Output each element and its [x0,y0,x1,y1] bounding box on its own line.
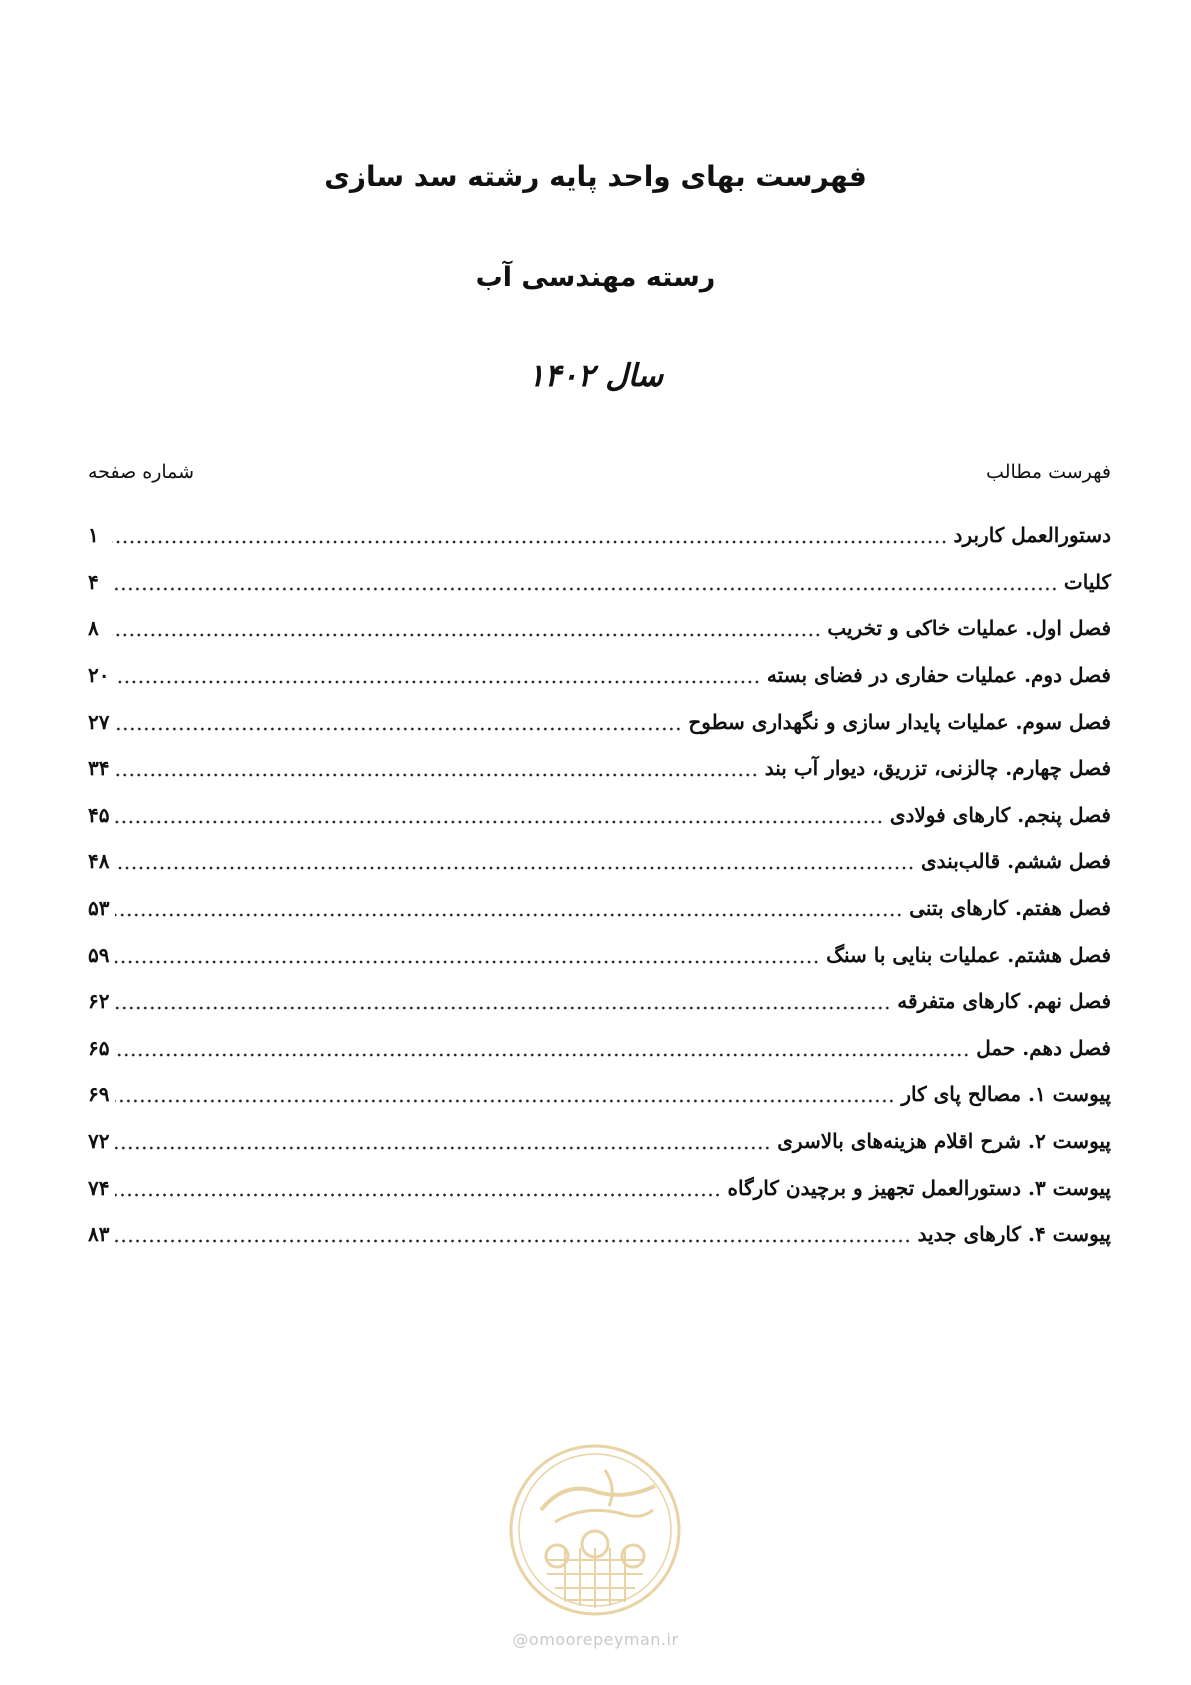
toc-entry[interactable] [88,1071,1111,1118]
toc-page-heading: شماره صفحه [88,461,195,483]
toc-leader-dots [115,1193,721,1197]
watermark-site: @omoorepeyman.ir [512,1630,679,1649]
toc-entry-title: فصل هفتم. کارهای بتنی [909,896,1111,921]
toc-entry-title: فصل نهم. کارهای متفرقه [897,989,1111,1014]
toc-entry-title: فصل سوم. عملیات پایدار سازی و نگهداری سطوح [688,709,1111,734]
toc-entry-title: دستورالعمل کاربرد [953,523,1111,548]
toc-leader-dots [115,1053,970,1057]
toc-entry-title: فصل پنجم. کارهای فولادی [889,802,1111,827]
toc-entry-page: ۱ [88,523,99,548]
toc-entry-page: ۳۴ [88,756,110,781]
document-year: سال ۱۴۰۲ [527,358,664,394]
toc-entry-page: ۶۲ [88,989,110,1014]
toc-leader-dots [115,1239,911,1243]
toc-entry[interactable] [88,792,1111,839]
toc-entry[interactable] [88,559,1111,606]
toc-entry[interactable] [88,1211,1111,1258]
toc-entry-page: ۲۷ [88,709,110,734]
toc-entry[interactable] [88,1118,1111,1165]
toc-header [88,457,1111,487]
toc-leader-dots [115,1006,891,1010]
toc-entry-page: ۲۰ [88,663,110,688]
toc-entry-page: ۶۹ [88,1082,110,1107]
toc-entry[interactable] [88,512,1111,559]
toc-entry[interactable] [88,1025,1111,1072]
toc-entry-page: ۴۵ [88,802,110,827]
toc-entry-title: فصل چهارم. چالزنی، تزریق، دیوار آب بند [764,756,1111,781]
toc-leader-dots [115,866,915,870]
toc-leader-dots [112,540,948,544]
toc-entry-page: ۵۹ [88,942,110,967]
toc-entry-page: ۴ [88,569,99,594]
toc-entry-page: ۵۳ [88,896,110,921]
toc-entry-page: ۸۳ [88,1222,110,1247]
toc-entry-title: فصل هشتم. عملیات بنایی با سنگ [826,942,1111,967]
toc-entry[interactable] [88,605,1111,652]
toc-entry[interactable] [88,1164,1111,1211]
document-title: فهرست بهای واحد پایه رشته سد سازی [324,160,867,193]
toc-entry[interactable] [88,885,1111,932]
toc-entry-title: پیوست ۳. دستورالعمل تجهیز و برچیدن کارگاه [727,1175,1111,1200]
document-subtitle: رسته مهندسی آب [475,262,716,293]
toc-leader-dots [115,960,820,964]
toc-entry-title: پیوست ۱. مصالح پای کار [901,1082,1111,1107]
toc-leader-dots [115,1099,895,1103]
toc-leader-dots [112,587,1058,591]
toc-entry[interactable] [88,745,1111,792]
toc-leader-dots [115,727,682,731]
toc-entry[interactable] [88,838,1111,885]
toc-leader-dots [115,820,883,824]
toc-entry[interactable] [88,931,1111,978]
toc-entry-page: ۷۲ [88,1129,110,1154]
toc-heading: فهرست مطالب [986,461,1111,483]
toc-entry[interactable] [88,978,1111,1025]
toc-entry-title: پیوست ۴. کارهای جدید [917,1222,1111,1247]
toc-entry-title: فصل اول. عملیات خاکی و تخریب [827,616,1111,641]
toc-entry[interactable] [88,652,1111,699]
toc-entry-title: فصل دهم. حمل [976,1035,1111,1060]
toc-entry-title: پیوست ۲. شرح اقلام هزینه‌های بالاسری [777,1129,1111,1154]
toc-entry-page: ۷۴ [88,1175,110,1200]
table-of-contents [88,512,1111,1258]
toc-leader-dots [115,1146,771,1150]
toc-entry-page: ۸ [88,616,99,641]
toc-entry-title: کلیات [1063,569,1111,594]
toc-entry-page: ۴۸ [88,849,110,874]
toc-entry-page: ۶۵ [88,1035,110,1060]
toc-entry-title: فصل ششم. قالب‌بندی [921,849,1111,874]
toc-leader-dots [115,773,758,777]
toc-entry[interactable] [88,698,1111,745]
toc-entry-title: فصل دوم. عملیات حفاری در فضای بسته [766,663,1111,688]
toc-leader-dots [112,633,821,637]
watermark-logo [505,1440,685,1620]
toc-leader-dots [115,913,903,917]
toc-leader-dots [115,680,760,684]
